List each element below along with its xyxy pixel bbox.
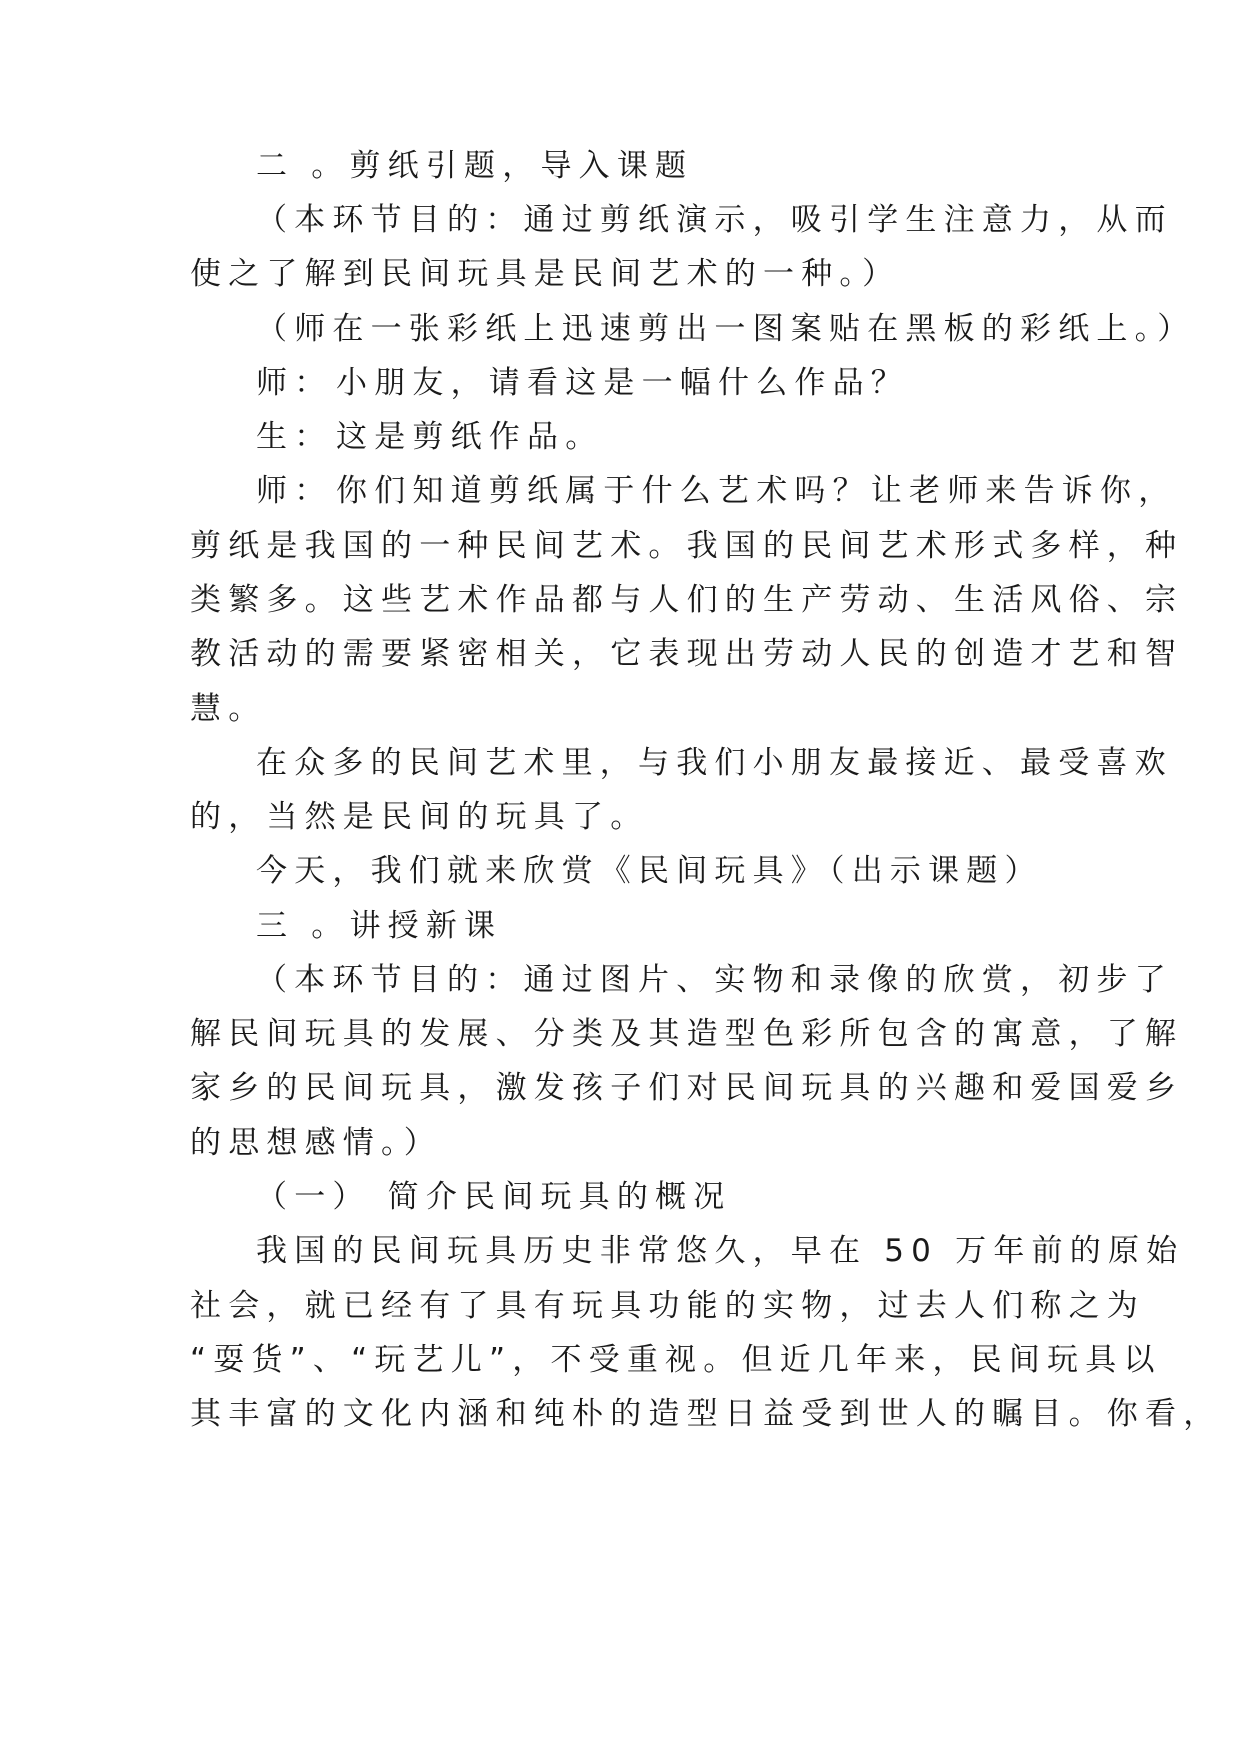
paragraph-line: 剪纸是我国的一种民间艺术。我国的民间艺术形式多样，种 (190, 528, 1184, 564)
speaker-label: 生： (256, 419, 333, 455)
paragraph-line: 今天，我们就来欣赏《民间玩具》（出示课题） (256, 853, 1043, 889)
dialogue-line-teacher (256, 471, 1177, 511)
paragraph-line: 使之了解到民间玩具是民间艺术的一种。） (190, 256, 901, 292)
paragraph-line: 的思想感情。） (190, 1125, 442, 1161)
paragraph-line: 我国的民间玩具历史非常悠久，早在 50 万年前的原始 (256, 1233, 1185, 1269)
section-heading-2: 二 。剪纸引题，导入课题 (256, 148, 694, 184)
paragraph-line: （本环节目的：通过剪纸演示，吸引学生注意力，从而 (256, 202, 1173, 238)
paragraph-line: 其丰富的文化内涵和纯朴的造型日益受到世人的瞩目。你看， (190, 1396, 1222, 1432)
subsection-heading: （一） 简介民间玩具的概况 (256, 1179, 732, 1215)
speaker-label: 师： (256, 473, 333, 509)
paragraph-line: 教活动的需要紧密相关，它表现出劳动人民的创造才艺和智 (190, 636, 1184, 672)
paragraph-line: 在众多的民间艺术里，与我们小朋友最接近、最受喜欢 (256, 745, 1173, 781)
paragraph-line: 社会，就已经有了具有玩具功能的实物，过去人们称之为 (190, 1288, 1145, 1324)
dialogue-line-student (256, 417, 1136, 457)
dialogue-text: 小朋友，请看这是一幅什么作品？ (336, 365, 909, 401)
section-heading-3: 三 。讲授新课 (256, 908, 503, 944)
dialogue-text: 你们知道剪纸属于什么艺术吗？让老师来告诉你， (336, 473, 1177, 509)
dialogue-line-teacher (256, 363, 1136, 403)
paragraph-line: “耍货”、“玩艺儿”，不受重视。但近几年来，民间玩具以 (190, 1342, 1162, 1378)
paragraph-line: 家乡的民间玩具，激发孩子们对民间玩具的兴趣和爱国爱乡 (190, 1070, 1184, 1106)
dialogue-text: 这是剪纸作品。 (336, 419, 604, 455)
paragraph-line: （师在一张彩纸上迅速剪出一图案贴在黑板的彩纸上。） (256, 311, 1196, 347)
paragraph-line: 慧。 (190, 691, 267, 727)
paragraph-line: 解民间玩具的发展、分类及其造型色彩所包含的寓意，了解 (190, 1016, 1184, 1052)
speaker-label: 师： (256, 365, 333, 401)
paragraph-line: （本环节目的：通过图片、实物和录像的欣赏，初步了 (256, 962, 1173, 998)
paragraph-line: 类繁多。这些艺术作品都与人们的生产劳动、生活风俗、宗 (190, 582, 1184, 618)
paragraph-line: 的，当然是民间的玩具了。 (190, 799, 649, 835)
